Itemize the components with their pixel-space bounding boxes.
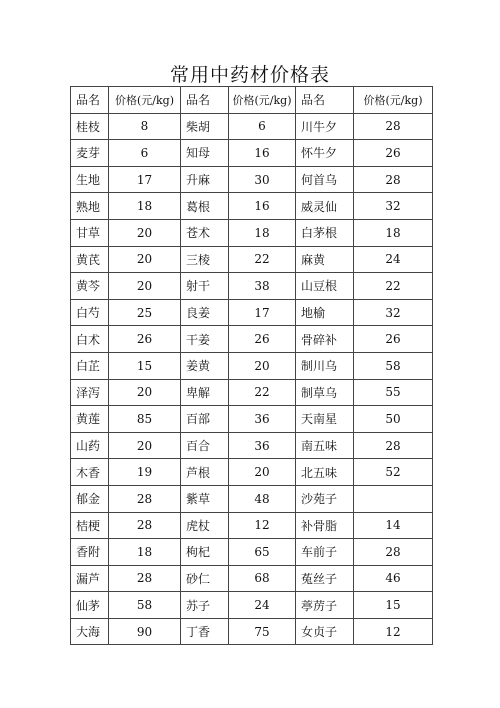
herb-price-cell: 20 (109, 432, 181, 459)
herb-name-cell: 紫草 (181, 485, 229, 512)
herb-name-cell: 枸杞 (181, 539, 229, 566)
herb-name-cell: 砂仁 (181, 565, 229, 592)
herb-name-cell: 桂枝 (71, 113, 109, 140)
herb-price-cell: 18 (354, 219, 433, 246)
herb-name-cell: 干姜 (181, 326, 229, 353)
table-row (71, 565, 433, 592)
herb-price-cell: 28 (109, 512, 181, 539)
herb-price-cell: 20 (229, 459, 296, 486)
table-row (71, 432, 433, 459)
herb-name-cell: 木香 (71, 459, 109, 486)
herb-name-cell: 白术 (71, 326, 109, 353)
herb-name-cell: 威灵仙 (296, 193, 354, 220)
table-row (71, 379, 433, 406)
table-row (71, 246, 433, 273)
herb-name-cell: 车前子 (296, 539, 354, 566)
table-row (71, 539, 433, 566)
herb-price-cell: 36 (229, 432, 296, 459)
herb-price-cell: 24 (354, 246, 433, 273)
table-row (71, 459, 433, 486)
herb-name-cell: 郁金 (71, 485, 109, 512)
herb-price-cell: 6 (229, 113, 296, 140)
herb-name-cell: 菟丝子 (296, 565, 354, 592)
herb-name-cell: 姜黄 (181, 352, 229, 379)
herb-price-cell: 36 (229, 406, 296, 433)
herb-price-cell: 28 (109, 485, 181, 512)
herb-price-cell: 17 (109, 166, 181, 193)
herb-name-cell: 百部 (181, 406, 229, 433)
herb-price-cell: 15 (354, 592, 433, 619)
herb-name-cell: 北五味 (296, 459, 354, 486)
table-row (71, 219, 433, 246)
herb-price-cell: 26 (354, 140, 433, 167)
herb-price-cell: 30 (229, 166, 296, 193)
table-row (71, 512, 433, 539)
herb-price-cell: 20 (109, 246, 181, 273)
herb-price-cell: 65 (229, 539, 296, 566)
herb-price-cell: 19 (109, 459, 181, 486)
herb-price-cell: 20 (109, 379, 181, 406)
header-name: 品名 (296, 87, 354, 114)
herb-price-cell: 52 (354, 459, 433, 486)
herb-name-cell: 怀牛夕 (296, 140, 354, 167)
herb-price-cell: 18 (109, 539, 181, 566)
herb-price-cell: 26 (109, 326, 181, 353)
herb-name-cell: 骨碎补 (296, 326, 354, 353)
herb-name-cell: 白芍 (71, 299, 109, 326)
herb-name-cell: 良姜 (181, 299, 229, 326)
table-row (71, 193, 433, 220)
herb-name-cell: 白芷 (71, 352, 109, 379)
herb-name-cell: 葛根 (181, 193, 229, 220)
table-row (71, 618, 433, 645)
herb-name-cell: 泽泻 (71, 379, 109, 406)
herb-name-cell: 升麻 (181, 166, 229, 193)
herb-name-cell: 女贞子 (296, 618, 354, 645)
herb-name-cell: 何首乌 (296, 166, 354, 193)
herb-name-cell: 制草乌 (296, 379, 354, 406)
herb-name-cell: 熟地 (71, 193, 109, 220)
herb-name-cell: 仙茅 (71, 592, 109, 619)
table-row (71, 113, 433, 140)
herb-name-cell: 黄莲 (71, 406, 109, 433)
table-row (71, 326, 433, 353)
table-row (71, 299, 433, 326)
herb-price-cell: 26 (229, 326, 296, 353)
table-header-row (71, 87, 433, 114)
herb-name-cell: 地榆 (296, 299, 354, 326)
herb-price-cell: 38 (229, 273, 296, 300)
herb-price-cell: 22 (354, 273, 433, 300)
herb-price-cell: 8 (109, 113, 181, 140)
herb-price-cell: 24 (229, 592, 296, 619)
herb-price-cell: 17 (229, 299, 296, 326)
page-title: 常用中药材价格表 (169, 64, 330, 86)
herb-price-cell (354, 485, 433, 512)
table-row (71, 140, 433, 167)
herb-price-cell: 48 (229, 485, 296, 512)
herb-price-cell: 16 (229, 140, 296, 167)
herb-price-cell: 15 (109, 352, 181, 379)
herb-name-cell: 黄芪 (71, 246, 109, 273)
header-price: 价格(元/kg) (109, 87, 181, 114)
herb-price-cell: 6 (109, 140, 181, 167)
table-row (71, 406, 433, 433)
herb-price-cell: 22 (229, 246, 296, 273)
herb-name-cell: 苏子 (181, 592, 229, 619)
herb-price-cell: 55 (354, 379, 433, 406)
herb-name-cell: 大海 (71, 618, 109, 645)
herb-price-cell: 68 (229, 565, 296, 592)
herb-name-cell: 丁香 (181, 618, 229, 645)
herb-price-cell: 28 (354, 113, 433, 140)
herb-price-cell: 85 (109, 406, 181, 433)
header-price: 价格(元/kg) (354, 87, 433, 114)
herb-name-cell: 南五味 (296, 432, 354, 459)
herb-name-cell: 三棱 (181, 246, 229, 273)
herb-price-cell: 28 (109, 565, 181, 592)
header-name: 品名 (71, 87, 109, 114)
table-row (71, 485, 433, 512)
herb-name-cell: 山豆根 (296, 273, 354, 300)
herb-name-cell: 苍术 (181, 219, 229, 246)
herb-price-cell: 58 (354, 352, 433, 379)
herb-name-cell: 百合 (181, 432, 229, 459)
herb-price-cell: 22 (229, 379, 296, 406)
herb-price-cell: 18 (229, 219, 296, 246)
herb-name-cell: 香附 (71, 539, 109, 566)
herb-price-cell: 28 (354, 432, 433, 459)
herb-name-cell: 桔梗 (71, 512, 109, 539)
table-row (71, 166, 433, 193)
herb-price-cell: 20 (109, 273, 181, 300)
herb-name-cell: 白茅根 (296, 219, 354, 246)
herb-price-cell: 75 (229, 618, 296, 645)
herb-name-cell: 卑解 (181, 379, 229, 406)
herb-name-cell: 天南星 (296, 406, 354, 433)
herb-name-cell: 柴胡 (181, 113, 229, 140)
herb-price-cell: 58 (109, 592, 181, 619)
herb-price-cell: 18 (109, 193, 181, 220)
herb-price-cell: 26 (354, 326, 433, 353)
herb-price-cell: 20 (109, 219, 181, 246)
herb-price-cell: 14 (354, 512, 433, 539)
herb-name-cell: 射干 (181, 273, 229, 300)
herb-price-cell: 50 (354, 406, 433, 433)
herb-name-cell: 沙苑子 (296, 485, 354, 512)
herb-price-cell: 12 (354, 618, 433, 645)
herb-name-cell: 知母 (181, 140, 229, 167)
table-row (71, 352, 433, 379)
herb-price-cell: 28 (354, 166, 433, 193)
herb-name-cell: 葶苈子 (296, 592, 354, 619)
herb-name-cell: 川牛夕 (296, 113, 354, 140)
herb-name-cell: 麦芽 (71, 140, 109, 167)
herb-price-cell: 32 (354, 193, 433, 220)
price-table (70, 86, 433, 645)
herb-name-cell: 补骨脂 (296, 512, 354, 539)
herb-price-cell: 28 (354, 539, 433, 566)
header-name: 品名 (181, 87, 229, 114)
table-row (71, 273, 433, 300)
herb-name-cell: 芦根 (181, 459, 229, 486)
herb-price-cell: 12 (229, 512, 296, 539)
table-row (71, 592, 433, 619)
herb-price-cell: 32 (354, 299, 433, 326)
herb-price-cell: 90 (109, 618, 181, 645)
herb-name-cell: 甘草 (71, 219, 109, 246)
herb-name-cell: 黄芩 (71, 273, 109, 300)
herb-name-cell: 麻黄 (296, 246, 354, 273)
header-price: 价格(元/kg) (229, 87, 296, 114)
herb-price-cell: 16 (229, 193, 296, 220)
herb-price-cell: 20 (229, 352, 296, 379)
herb-name-cell: 漏芦 (71, 565, 109, 592)
herb-name-cell: 生地 (71, 166, 109, 193)
herb-name-cell: 制川乌 (296, 352, 354, 379)
herb-name-cell: 山药 (71, 432, 109, 459)
herb-name-cell: 虎杖 (181, 512, 229, 539)
herb-price-cell: 25 (109, 299, 181, 326)
herb-price-cell: 46 (354, 565, 433, 592)
